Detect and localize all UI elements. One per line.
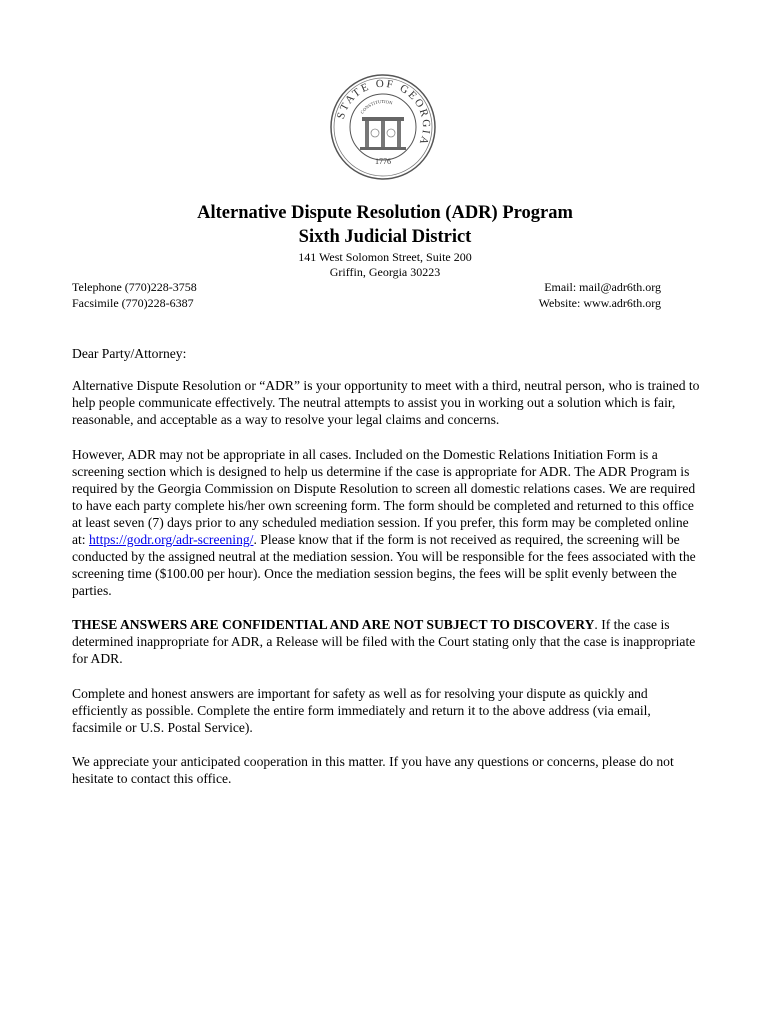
svg-text:CONSTITUTION [359, 99, 393, 115]
paragraph-screening [72, 446, 700, 599]
seal-year: 1776 [375, 157, 391, 166]
seal-inner-text: CONSTITUTION [359, 98, 394, 115]
confidential-notice: THESE ANSWERS ARE CONFIDENTIAL AND ARE NOT SUBJECT TO DISCOVERY [72, 617, 595, 632]
paragraph-intro: Alternative Dispute Resolution or “ADR” is your opportunity to meet with a third, neutral person, who is trained to help people communicate effectively. The neutral attempts to assist you in working out a solution which is fair, reasonable, and acceptable as a way to resolve your legal claims and concerns. [72, 378, 700, 427]
screening-text-2: . Please know that if the form is not received as required, the screening will be conducted by the assigned neutral at the mediation session. You will be responsible for the fees associated with the screening time ($100.00 per hour). Once the mediation session begins, the fees will be split evenly between the parties. [72, 532, 696, 598]
address-line-1: 141 West Solomon Street, Suite 200 [298, 250, 472, 264]
paragraph-instructions: Complete and honest answers are important for safety as well as for resolving your dispute as quickly and efficiently as possible. Complete the entire form immediately and return it to the above address (via email, facsimile or U.S. Postal Service). [72, 686, 651, 735]
screening-link[interactable]: https://godr.org/adr-screening/ [89, 532, 254, 547]
email: Email: mail@adr6th.org [544, 280, 661, 294]
telephone: Telephone (770)228-3758 [72, 280, 197, 294]
district-title: Sixth Judicial District [298, 227, 472, 247]
phone-fax-block [72, 279, 197, 311]
program-title: Alternative Dispute Resolution (ADR) Program [197, 203, 573, 223]
state-of-georgia-seal [329, 73, 437, 181]
paragraph-closing: We appreciate your anticipated cooperation in this matter. If you have any questions or concerns, please do not hesitate to contact this office. [72, 754, 674, 786]
email-web-block [539, 279, 661, 311]
address-line-2: Griffin, Georgia 30223 [329, 265, 441, 279]
screening-text-1: However, ADR may not be appropriate in all cases. Included on the Domestic Relations Initiation Form is a screening section which is designed to help us determine if the case is appropriate for ADR. The ADR Program is required by the Georgia Commission on Dispute Resolution to screen all domestic relations cases. We are required to have each party complete his/her own screening form. The form should be completed and returned to this office at least seven (7) days prior to any scheduled mediation session. If you prefer, this form may be completed online at: [72, 447, 696, 547]
paragraph-confidential [72, 616, 700, 667]
seal-ring-text: STATE OF GEORGIA [334, 77, 433, 149]
salutation: Dear Party/Attorney: [72, 346, 187, 361]
facsimile: Facsimile (770)228-6387 [72, 296, 194, 310]
confidential-text: . If the case is determined inappropriate for ADR, a Release will be filed with the Court stating only that the case is inappropriate for ADR. [72, 617, 696, 666]
website: Website: www.adr6th.org [538, 296, 661, 310]
